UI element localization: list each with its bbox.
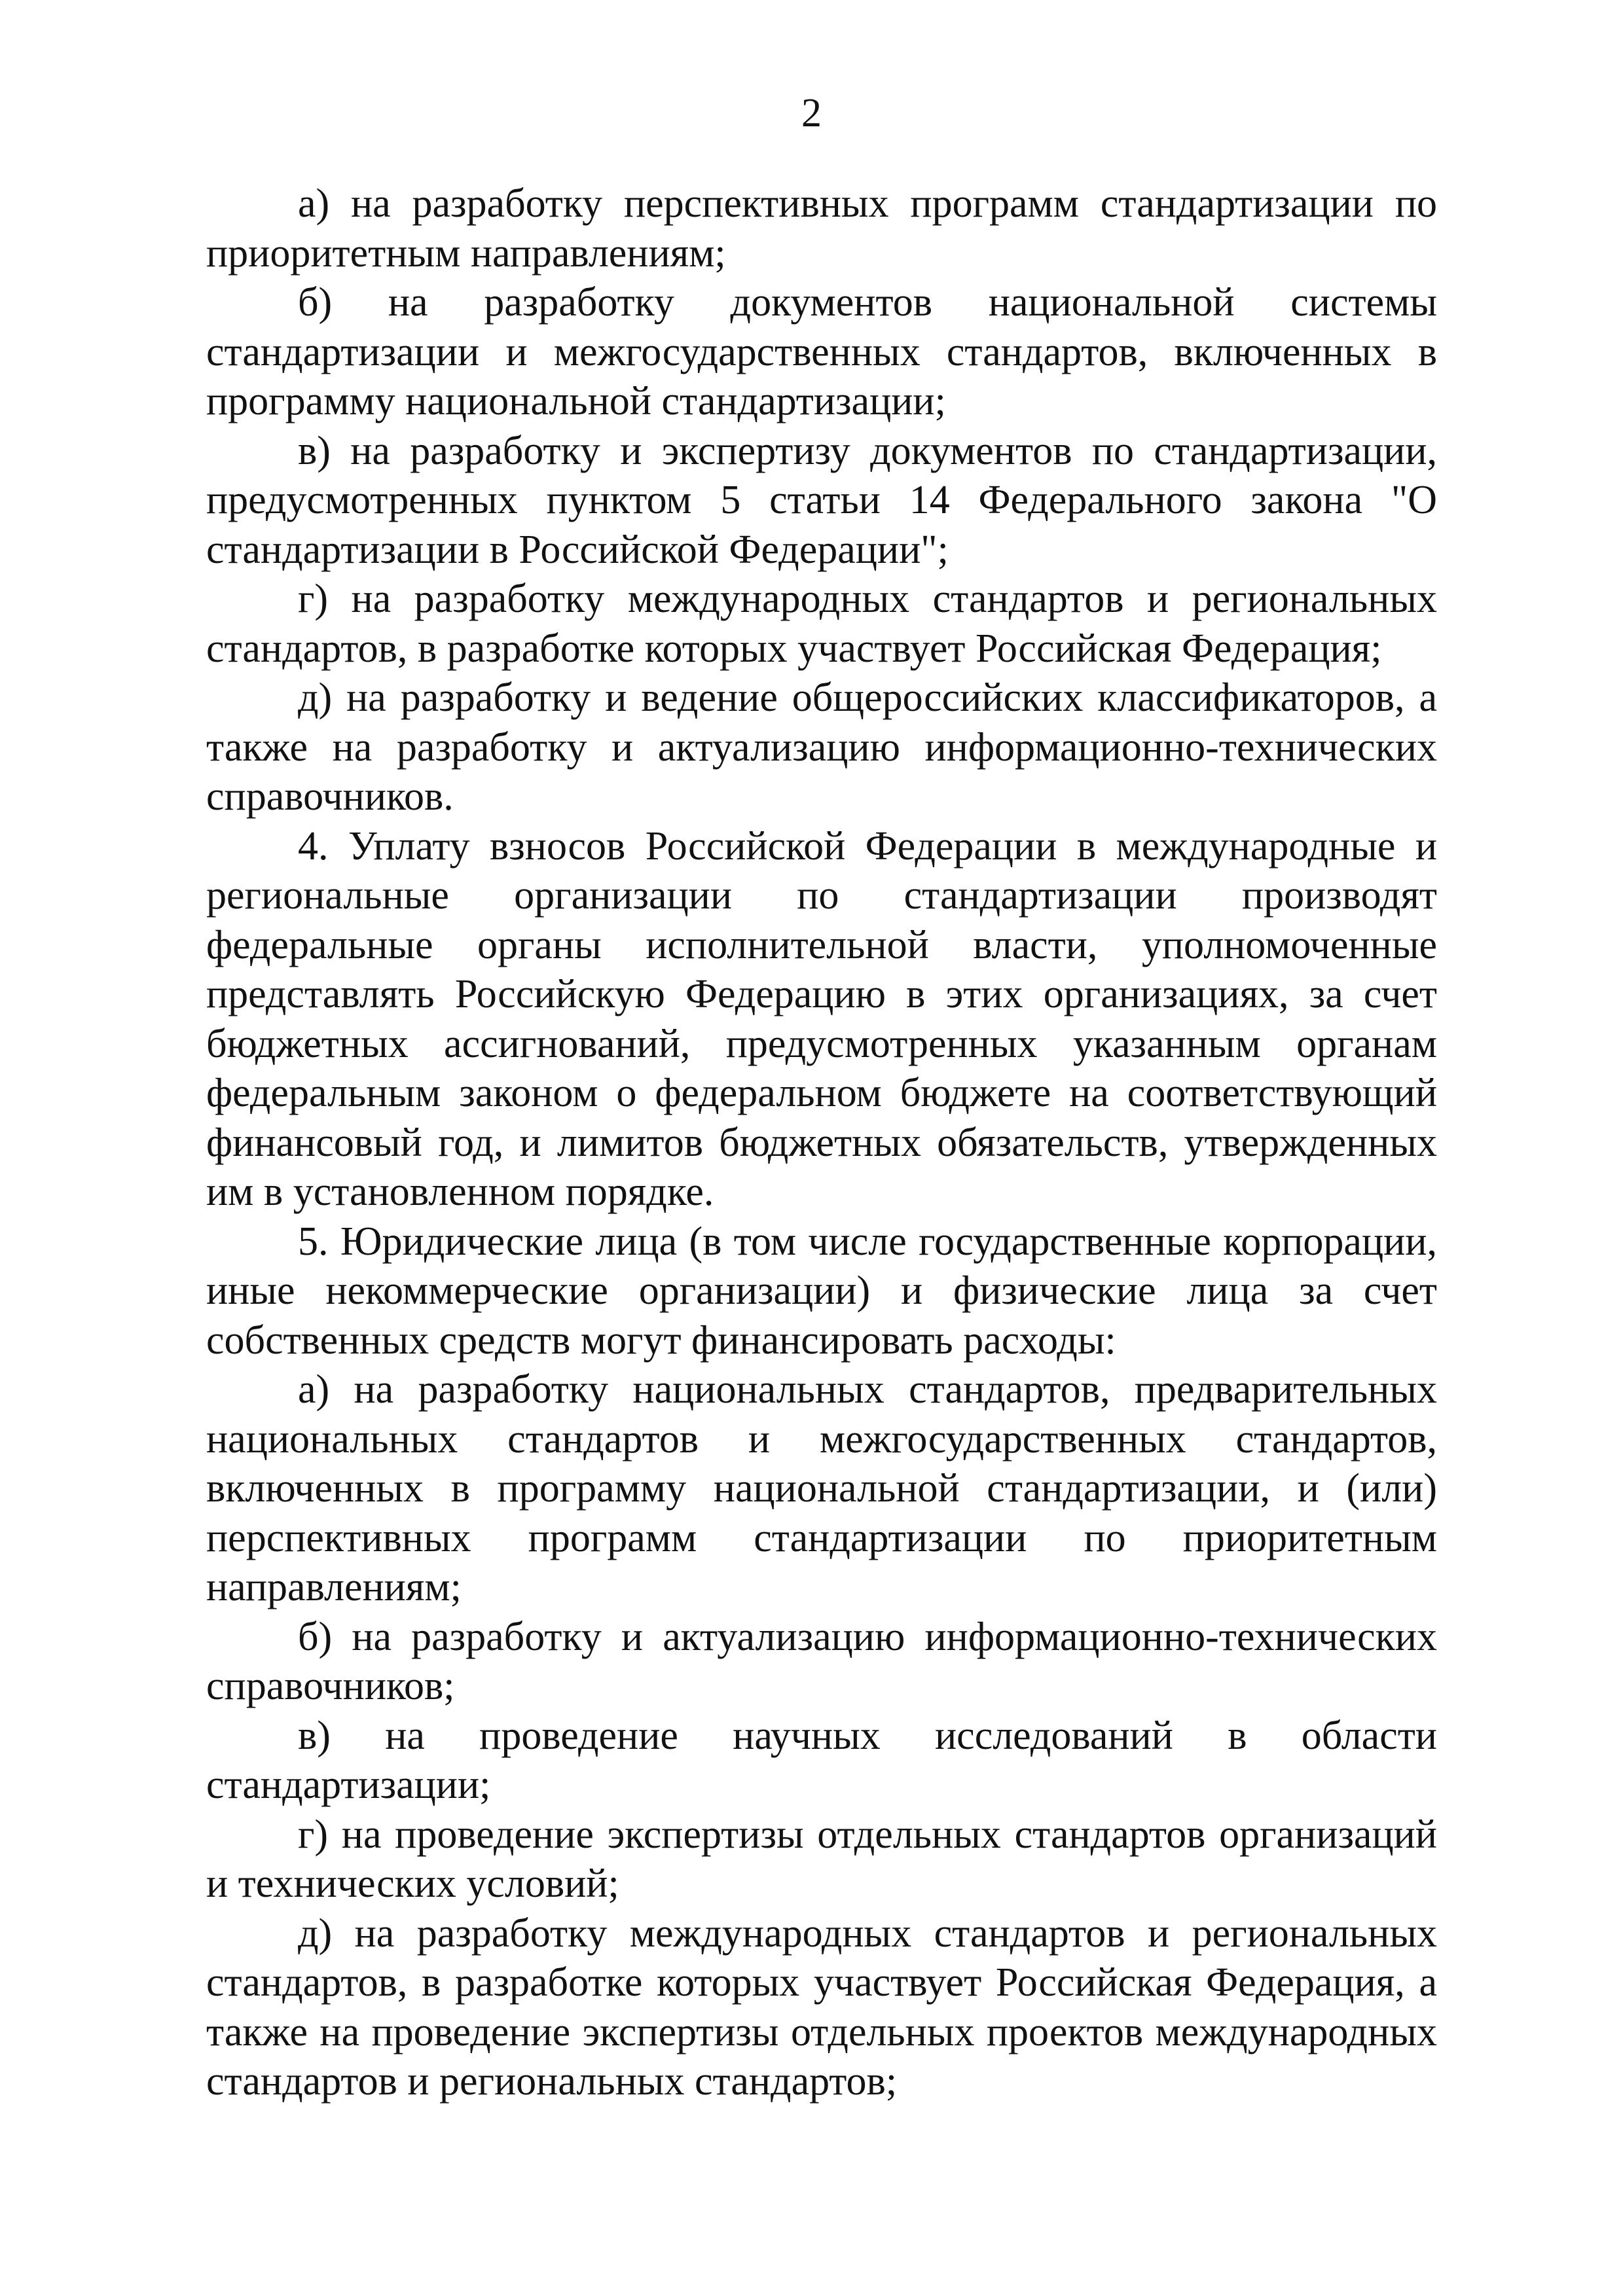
- paragraph-4: 4. Уплату взносов Российской Федерации в международные и региональные организации по стандартизации производят федеральные органы исполнительной власти, уполномоченные представлять Российскую Федерацию в этих организациях, за счет бюджетных ассигнований, предусмотренных указанным органам федеральным законом о федеральном бюджете на соответствующий финансовый год, и лимитов бюджетных обязательств, утвержденных им в установленном порядке.: [206, 823, 1437, 1214]
- paragraph-3d: д) на разработку и ведение общероссийских классификаторов, а также на разработку и актуализацию информационно-технических справочников.: [206, 675, 1437, 819]
- paragraph-5g: г) на проведение экспертизы отдельных стандартов организаций и технических условий;: [206, 1812, 1437, 1906]
- paragraph-3g: г) на разработку международных стандартов и региональных стандартов, в разработке которых участвует Российская Федерация;: [206, 577, 1437, 671]
- page-number: 2: [801, 91, 822, 135]
- paragraph-5b: б) на разработку и актуализацию информационно-технических справочников;: [206, 1614, 1437, 1708]
- paragraph-5v: в) на проведение научных исследований в области стандартизации;: [206, 1713, 1437, 1807]
- paragraph-5d: д) на разработку международных стандартов и региональных стандартов, в разработке которых участвует Российская Федерация, а также на проведение экспертизы отдельных проектов международных стандартов и региональных стандартов;: [206, 1910, 1437, 2104]
- paragraph-3b: б) на разработку документов национальной системы стандартизации и межгосударственных стандартов, включенных в программу национальной стандартизации;: [206, 280, 1437, 423]
- paragraph-3v: в) на разработку и экспертизу документов по стандартизации, предусмотренных пунктом 5 статьи 14 Федерального закона "О стандартизации в Российской Федерации";: [206, 428, 1437, 572]
- paragraph-5: 5. Юридические лица (в том числе государственные корпорации, иные некоммерческие организации) и физические лица за счет собственных средств могут финансировать расходы:: [206, 1219, 1437, 1363]
- paragraph-3a: а) на разработку перспективных программ стандартизации по приоритетным направлениям;: [206, 181, 1437, 276]
- paragraph-5a: а) на разработку национальных стандартов, предварительных национальных стандартов и межгосударственных стандартов, включенных в программу национальной стандартизации, и (или) перспективных программ стандартизации по приоритетным направлениям;: [206, 1367, 1437, 1609]
- document-body: [206, 179, 1437, 2107]
